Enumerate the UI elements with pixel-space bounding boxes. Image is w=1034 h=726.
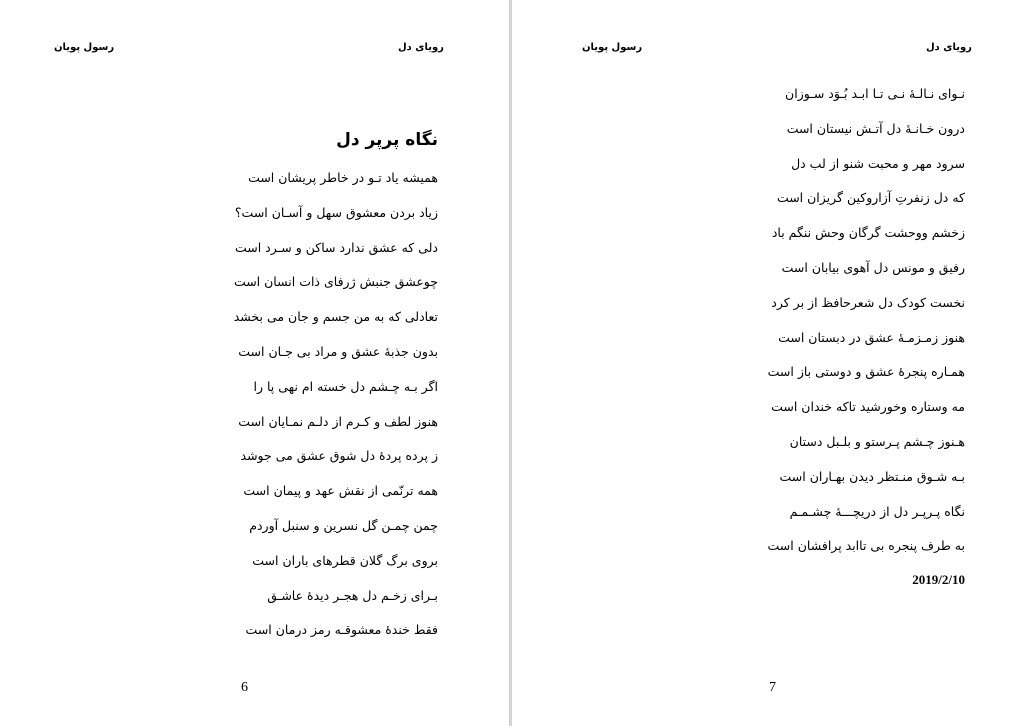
- verse-line: دلی که عشق ندارد ساکن و سـرد است: [234, 239, 438, 255]
- header-book-title: رویای دل: [926, 42, 972, 53]
- verse-line: چمن چمـن گل نسرین و سنبل آوردم: [249, 517, 438, 533]
- verse-line: به طرف پنجره بی تاابد پرافشان است: [767, 538, 965, 554]
- verse-line: رفیق و مونس دل آهوی بیابان است: [781, 259, 965, 275]
- verse-line: سرود مهر و محبت شنو از لب دل: [791, 155, 965, 171]
- header-author: رسول پویان: [54, 42, 115, 53]
- left-page: [0, 0, 509, 726]
- verse-line: ز پرده پردهٔ دل شوق عشق می جوشد: [240, 448, 438, 464]
- verse-line: همیشه یاد تـو در خاطر پریشان است: [248, 170, 438, 185]
- verse-line: تعادلی که به من جسم و جان می بخشد: [233, 309, 438, 325]
- page-number: 7: [769, 680, 776, 695]
- verse-line: مه وستاره وخورشید تاکه خندان است: [771, 399, 965, 415]
- verse-line: هـنوز چـشم پـرستو و بلـبل دستان: [789, 433, 965, 449]
- verse-line: فقط خندهٔ معشوقـه رمز درمان است: [245, 622, 438, 638]
- verse-line: نگاه پـرپـر دل از دریچـــهٔ چشـمـم: [789, 503, 965, 519]
- verse-line: زیاد بردن معشوق سهل و آسـان است؟: [234, 204, 438, 220]
- verse-line: اگر بـه چـشم دل خسته ام نهی پا را: [253, 378, 438, 394]
- poem-verses: [735, 84, 965, 571]
- verse-line: زخشم ووحشت گرگان وحش ننگم باد: [771, 225, 965, 241]
- verse-line: درون خـانـهٔ دل آتـش نیستان است: [786, 120, 965, 136]
- verse-line: همـاره پنجرهٔ عشق و دوستی باز است: [767, 364, 965, 380]
- header-author: رسول پویان: [582, 42, 643, 53]
- poem-verses: [208, 168, 438, 655]
- verse-line: بـرای زخـم دل هجـر دیدهٔ عاشـق: [267, 587, 438, 603]
- right-page: [512, 0, 1034, 726]
- verse-line: نخست کودک دل شعرحافظ از بر کرد: [771, 294, 965, 310]
- verse-line: بروی برگ گلان قطرهای باران است: [252, 552, 438, 568]
- verse-line: هنوز زمـزمـهٔ عشق در دبستان است: [778, 329, 965, 345]
- verse-line: نـوای نـالـهٔ نـی تـا ابـد بُـوَد سـوزان: [785, 86, 965, 101]
- verse-line: هنوز لطف و کـرم از دلـم نمـایان است: [238, 413, 438, 429]
- page-number: 6: [241, 680, 248, 695]
- header-book-title: رویای دل: [398, 42, 444, 53]
- poem-date: 2019/2/10: [912, 572, 965, 587]
- poem-title: نگاه پرپر دل: [336, 130, 438, 150]
- verse-line: همه ترنّمی از نقش عهد و پیمان است: [243, 483, 438, 499]
- verse-line: چوعشق جنبش ژرفای ذات انسان است: [233, 274, 438, 290]
- verse-line: بـه شـوق منـتظر دیدن بهـاران است: [779, 468, 965, 484]
- verse-line: بدون جذبهٔ عشق و مراد بی جـان است: [238, 343, 438, 359]
- verse-line: که دل زنفرتِ آزاروکین گریزان است: [776, 190, 965, 206]
